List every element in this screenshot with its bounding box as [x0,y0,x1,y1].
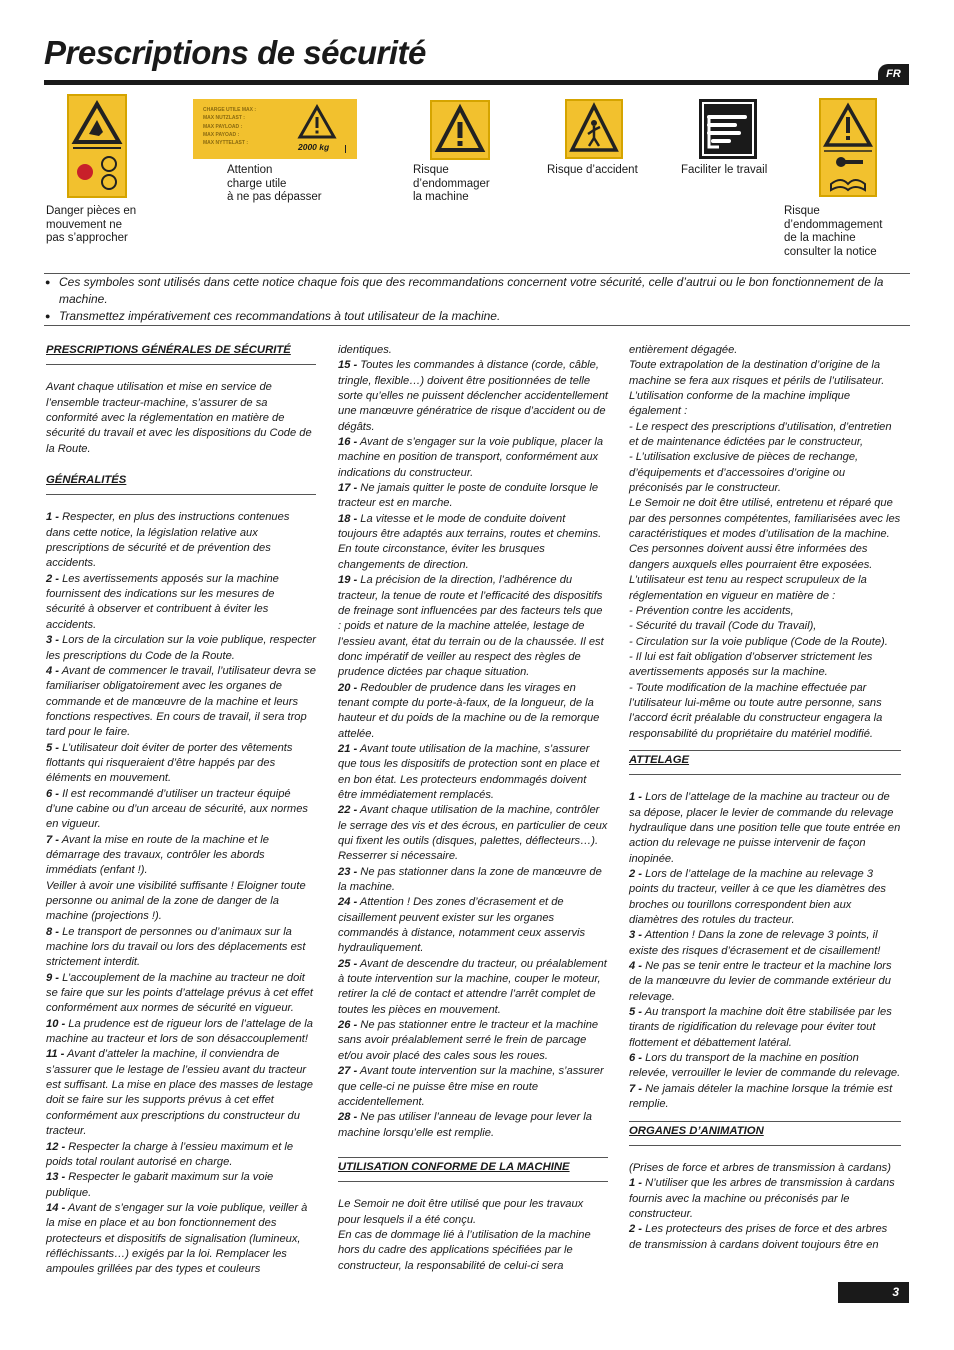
numbered-item [629,959,901,1005]
numbered-item [629,928,901,959]
item-number: 17 - [338,482,358,495]
paragraph: Le Semoir ne doit être utilisé, entretenu et réparé que par des personnes compétentes, familiarisées avec les caractéristiques et modes d’utilisation de la machine. Ces personnes doivent aussi être informées des dangers auxquels elles pourraient être exposées. [629,497,901,571]
page-title: Prescriptions de sécurité [44,34,426,71]
paragraph: - Il lui est fait obligation d’observer strictement les avertissements apposés sur la machine. [629,650,873,679]
numbered-item [46,510,316,571]
work-ease-hand-icon [699,99,757,159]
item-number: 5 - [629,1006,643,1019]
item-number: 25 - [338,957,358,970]
item-number: 12 - [46,1140,66,1153]
item-number: 10 - [46,1017,66,1030]
item-number: 7 - [629,1082,643,1095]
numbered-item [46,572,316,633]
column-1 [46,343,316,1278]
item-text: Avant chaque utilisation de la machine, contrôler le serrage des vis et des écrous, en particulier de ceux qui fixent les outils (disques, palettes, déflecteurs…). Resserrer si nécessaire. [338,804,608,863]
item-number: 11 - [46,1048,65,1061]
numbered-item [629,790,901,867]
item-number: 24 - [338,896,358,909]
item-text: Redoubler de prudence dans les virages en tenant compte du porte-à-faux, de la longueur, de la hauteur et du poids de la machine ou de la remorque attelée. [338,681,600,740]
item-text: Les avertissements apposés sur la machine fournissent des indications sur les mesures de sécurité à observer et contribuent à éviter les accidents. [46,572,279,631]
numbered-item [338,1110,608,1141]
title-rule [44,80,878,85]
item-text: Les protecteurs des prises de force et des arbres de transmission à cardans doivent toujours être en [629,1223,888,1251]
numbered-item [46,787,316,833]
read-manual-warning-icon [819,98,877,197]
moving-parts-warning-icon [67,94,127,198]
item-number: 8 - [46,925,60,938]
paragraph: entièrement dégagée. [629,344,738,356]
spacer [338,1141,608,1157]
item-text: Ne pas stationner entre le tracteur et la machine sans avoir préalablement serré le frein de parcage et/ou avoir placé des cales sous les roues. [338,1019,599,1062]
item-text: Au transport la machine doit être stabilisée par les tirants de rigidification du relevage pour éviter tout flottement et débattement latéral. [629,1006,892,1049]
item-number: 18 - [338,512,358,525]
item-text: Ne pas stationner dans la zone de manœuvre de la machine. [338,865,602,894]
item-text: Attention ! Des zones d’écrasement et de cisaillement peuvent exister sur les organes commandés à distance, notamment ceux asservis hydrauliquement. [338,896,586,955]
item-text: Lors du transport de la machine en position relevée, verrouiller le levier de commande du relevage. [629,1052,901,1080]
paragraph: En cas de dommage lié à l’utilisation de la machine hors du cadre des applications spécifiées par le constructeur, la responsabilité de celui-ci sera [338,1228,591,1272]
numbered-item [46,833,316,925]
notes-bottom-rule [44,325,910,326]
paragraph: Le Semoir ne doit être utilisé que pour les travaux pour lesquels il a été conçu. [338,1198,584,1226]
item-text: Il est recommandé d’utiliser un tracteur équipé d’une cabine ou d’un arceau de sécurité, aux normes en vigueur. [46,787,308,831]
item-text: Respecter la charge à l’essieu maximum et le poids total roulant autorisé en charge. [46,1140,294,1168]
numbered-item [338,358,608,435]
item-number: 19 - [338,574,358,587]
caption-machine-damage: Risque d’endommager la machine [413,164,490,204]
numbered-item [46,1047,316,1139]
numbered-item [338,865,608,896]
numbered-item [338,573,608,680]
item-text: Avant de descendre du tracteur, ou préalablement à toute intervention sur la machine, couper le moteur, retirer la clé de contact et attendre l’arrêt complet de toutes les pièces en mouvement. [338,957,607,1016]
item-number: 9 - [46,971,60,984]
item-text: Attention ! Dans la zone de relevage 3 points, il existe des risques d’écrasement et de cisaillement! [629,929,881,957]
item-text: Ne pas se tenir entre le tracteur et la machine lors de la manœuvre du levier de commande extérieur du relevage. [629,960,892,1003]
item-number: 14 - [46,1201,66,1214]
item-text: Avant toute intervention sur la machine, s’assurer que celle-ci ne puisse être mise en route accidentellement. [338,1065,604,1108]
paragraph: - Le respect des prescriptions d’utilisation, d’entretien et de maintenance édictées par le constructeur, [629,420,892,449]
numbered-item [629,1222,901,1253]
column-3 [629,343,901,1253]
numbered-item [338,481,608,512]
accident-risk-icon [565,99,623,159]
warning-triangle-icon [297,104,337,140]
item-text: La vitesse et le mode de conduite doivent toujours être adaptés aux terrains, routes et chemins. En toute circonstance, éviter les brusques changements de direction. [338,512,602,571]
page-number: 3 [838,1282,909,1303]
paragraph: - Sécurité du travail (Code du Travail), [629,620,817,633]
item-text: Avant de commencer le travail, l’utilisateur devra se familiariser obligatoirement avec les organes de commande et de manœuvre de la machine et leurs fonctions respectives. En cours de travail, il sera trop tard pour le faire. [46,664,316,739]
item-text: Avant de s’engager sur la voie publique, veiller à la mise en place et au bon fonctionnement des protecteurs et dispositifs de signalisation (lumineux, réfléchissants…) exigés par la loi. Remplacer les ampoules grillées par des types et couleurs [46,1201,308,1276]
item-text: Ne pas utiliser l’anneau de levage pour lever la machine lorsqu’elle est remplie. [338,1111,592,1139]
item-number: 13 - [46,1171,66,1184]
section-heading: UTILISATION CONFORME DE LA MACHINE [338,1157,608,1182]
item-text: Respecter le gabarit maximum sur la voie publique. [46,1171,274,1199]
numbered-item [629,1005,901,1051]
column-2 [338,343,608,1274]
sign-text: CHARGE UTILE MAX : MAX NUTZLAST : MAX PAYLOAD : MAX PAYOAD : MAX NYTTELAST : [203,107,257,147]
item-text: N’utiliser que les arbres de transmission à cardans fournis avec la machine ou préconisés par le constructeur. [629,1177,895,1220]
numbered-item [46,741,316,787]
section-heading: PRESCRIPTIONS GÉNÉRALES DE SÉCURITÉ [46,343,316,365]
machine-damage-warning-icon [430,100,490,160]
item-number: 22 - [338,804,358,817]
numbered-item [338,803,608,864]
paragraph: Toute extrapolation de la destination d’origine de la machine se fera aux risques et périls de l’utilisateur. [629,359,885,387]
item-number: 16 - [338,436,358,449]
item-number: 27 - [338,1065,358,1078]
item-number: 6 - [46,787,60,800]
item-text: Lors de l’attelage de la machine au relevage 3 points du tracteur, veiller à ce que les diamètres des broches ou tourillons correspondent bien aux diamètres des rotules du tracteur. [629,868,886,927]
numbered-item [338,1018,608,1064]
numbered-item [338,895,608,956]
item-number: 4 - [629,960,643,973]
language-tab: FR [878,64,909,85]
numbered-item [46,1017,316,1048]
item-number: 1 - [629,791,643,804]
item-number: 28 - [338,1111,358,1124]
subheading: (Prises de force et arbres de transmission à cardans) [629,1161,891,1174]
item-number: 2 - [629,1223,643,1236]
notes-block [44,274,910,325]
caption-read-manual: Risque d’endommagement de la machine consulter la notice [784,205,883,258]
item-text: Lors de l’attelage de la machine au tracteur ou de sa dépose, placer le levier de commande du relevage hydraulique dans une position telle que toute entrée en action du relevage ne puisse intervenir de façon inopinée. [629,791,901,865]
section-intro: Avant chaque utilisation et mise en service de l’ensemble tracteur-machine, s’assurer de sa conformité avec la réglementation en matière de sécurité du travail et avec les dispositions du Code de la Route. [46,381,312,455]
numbered-item [338,681,608,742]
numbered-item [46,971,316,1017]
item-text: La prudence est de rigueur lors de l’attelage de la machine au tracteur et lors de son désaccouplement! [46,1017,313,1046]
item-text: L’utilisateur doit éviter de porter des vêtements flottants qui risqueraient d’être happés par des éléments en mouvement. [46,741,293,785]
continued-text: identiques. [338,344,392,356]
item-text: Le transport de personnes ou d’animaux sur la machine lors du travail ou lors des déplacements est strictement interdit. [46,925,306,969]
item-text: La précision de la direction, l’adhérence du tracteur, la tenue de route et l’efficacité des dispositifs de freinage sont influencées par des facteurs tels que : poids et nature de la machine attelée, lestage de l’essieu avant, état du terrain ou de la chaussée. Il est donc impératif de veiller au respect des règles de prudence dictées par chaque situation. [338,574,604,679]
paragraph: - Prévention contre les accidents, [629,604,794,617]
paragraph: - L’utilisation exclusive de pièces de rechange, d’équipements et d’accessoires d’origine ou préconisés par le constructeur. [629,451,859,495]
item-number: 26 - [338,1019,358,1032]
item-text: Avant toute utilisation de la machine, s’assurer que tous les dispositifs de protection sont en place et en bon état. Les protecteurs endommagés doivent être immédiatement remplacés. [338,742,600,801]
section-heading: ATTELAGE [629,750,901,775]
numbered-item [338,512,608,573]
caption-work-ease: Faciliter le travail [681,164,768,176]
load-warning-sign [193,99,357,159]
caption-moving-parts: Danger pièces en mouvement ne pas s’approcher [46,205,137,245]
numbered-item [629,1051,901,1082]
numbered-item [46,664,316,741]
caption-accident: Risque d’accident [547,164,638,176]
spacer [46,457,316,473]
item-number: 3 - [46,634,60,647]
paragraph: - Circulation sur la voie publique (Code de la Route). [629,635,888,648]
item-text: Lors de la circulation sur la voie publique, respecter les prescriptions du Code de la Route. [46,634,317,662]
item-text: L’accouplement de la machine au tracteur ne doit se faire que sur les points d’attelage prévus à cet effet conformément aux normes de sécurité en vigueur. [46,971,313,1015]
numbered-item [46,1170,316,1201]
spacer [629,742,901,750]
numbered-item [629,1176,901,1222]
sign-weight: 2000 kg [298,142,330,152]
note-item: ● Transmettez impérativement ces recommandations à tout utilisateur de la machine. [44,308,910,325]
item-number: 23 - [338,865,358,878]
item-number: 20 - [338,681,358,694]
item-number: 7 - [46,833,60,846]
numbered-item [629,1082,901,1113]
paragraph: - Toute modification de la machine effectuée par l’utilisateur lui-même ou toute autre personne, sans l’accord écrit préalable du constructeur engagera la responsabilité du propriétaire du matériel modifié. [629,681,883,740]
paragraph: L’utilisateur est tenu au respect scrupuleux de la réglementation en vigueur en matière de : [629,574,867,602]
item-number: 1 - [46,511,60,524]
item-text: Avant la mise en route de la machine et le démarrage des travaux, contrôler les abords immédiats (enfant !). Veiller à avoir une visibilité suffisante ! Eloigner toute personne ou animal de la zone de danger de la machine (projections !). [46,833,306,923]
numbered-item [338,1064,608,1110]
item-number: 6 - [629,1052,643,1065]
numbered-item [629,867,901,928]
item-number: 15 - [338,359,358,372]
item-number: 4 - [46,664,60,677]
item-text: Ne jamais dételer la machine lorsque la trémie est remplie. [629,1082,893,1111]
section-heading: ORGANES D’ANIMATION [629,1121,901,1146]
item-number: 5 - [46,741,60,754]
item-number: 2 - [46,572,60,585]
sign-tick [345,145,346,153]
section-heading: GÉNÉRALITÉS [46,473,316,495]
numbered-item [46,1140,316,1171]
item-text: Toutes les commandes à distance (corde, câble, tringle, flexible…) doivent être positionnées de telle sorte qu’elles ne puissent déclencher accidentellement une manœuvre génératrice de risque d’accident ou de dégâts. [338,359,609,433]
numbered-item [338,957,608,1018]
paragraph: L’utilisation conforme de la machine implique également : [629,390,851,418]
numbered-item [46,633,316,664]
item-text: Avant d’atteler la machine, il conviendra de s’assurer que le lestage de l’essieu avant du tracteur est suffisant. La mise en place des masses de lestage doit se faire sur les supports prévus à cet effet conformément aux prescriptions du constructeur du tracteur. [46,1048,313,1138]
numbered-item [46,925,316,971]
caption-load: Attention charge utile à ne pas dépasser [227,164,322,204]
item-text: Respecter, en plus des instructions contenues dans cette notice, la législation relative aux prescriptions de sécurité et de prévention des accidents. [46,511,290,570]
item-number: 1 - [629,1177,643,1190]
numbered-item [46,1201,316,1278]
item-text: Ne jamais quitter le poste de conduite lorsque le tracteur est en marche. [338,482,599,510]
spacer [629,1113,901,1121]
item-number: 21 - [338,742,358,755]
item-text: Avant de s’engager sur la voie publique, placer la machine en position de transport, conformément aux indications du constructeur. [338,436,604,479]
numbered-item [338,742,608,803]
item-number: 2 - [629,868,643,880]
item-number: 3 - [629,929,643,942]
numbered-item [338,435,608,481]
note-item: ● Ces symboles sont utilisés dans cette notice chaque fois que des recommandations concernent votre sécurité, celle d’autrui ou le bon fonctionnement de la machine. [44,274,910,308]
